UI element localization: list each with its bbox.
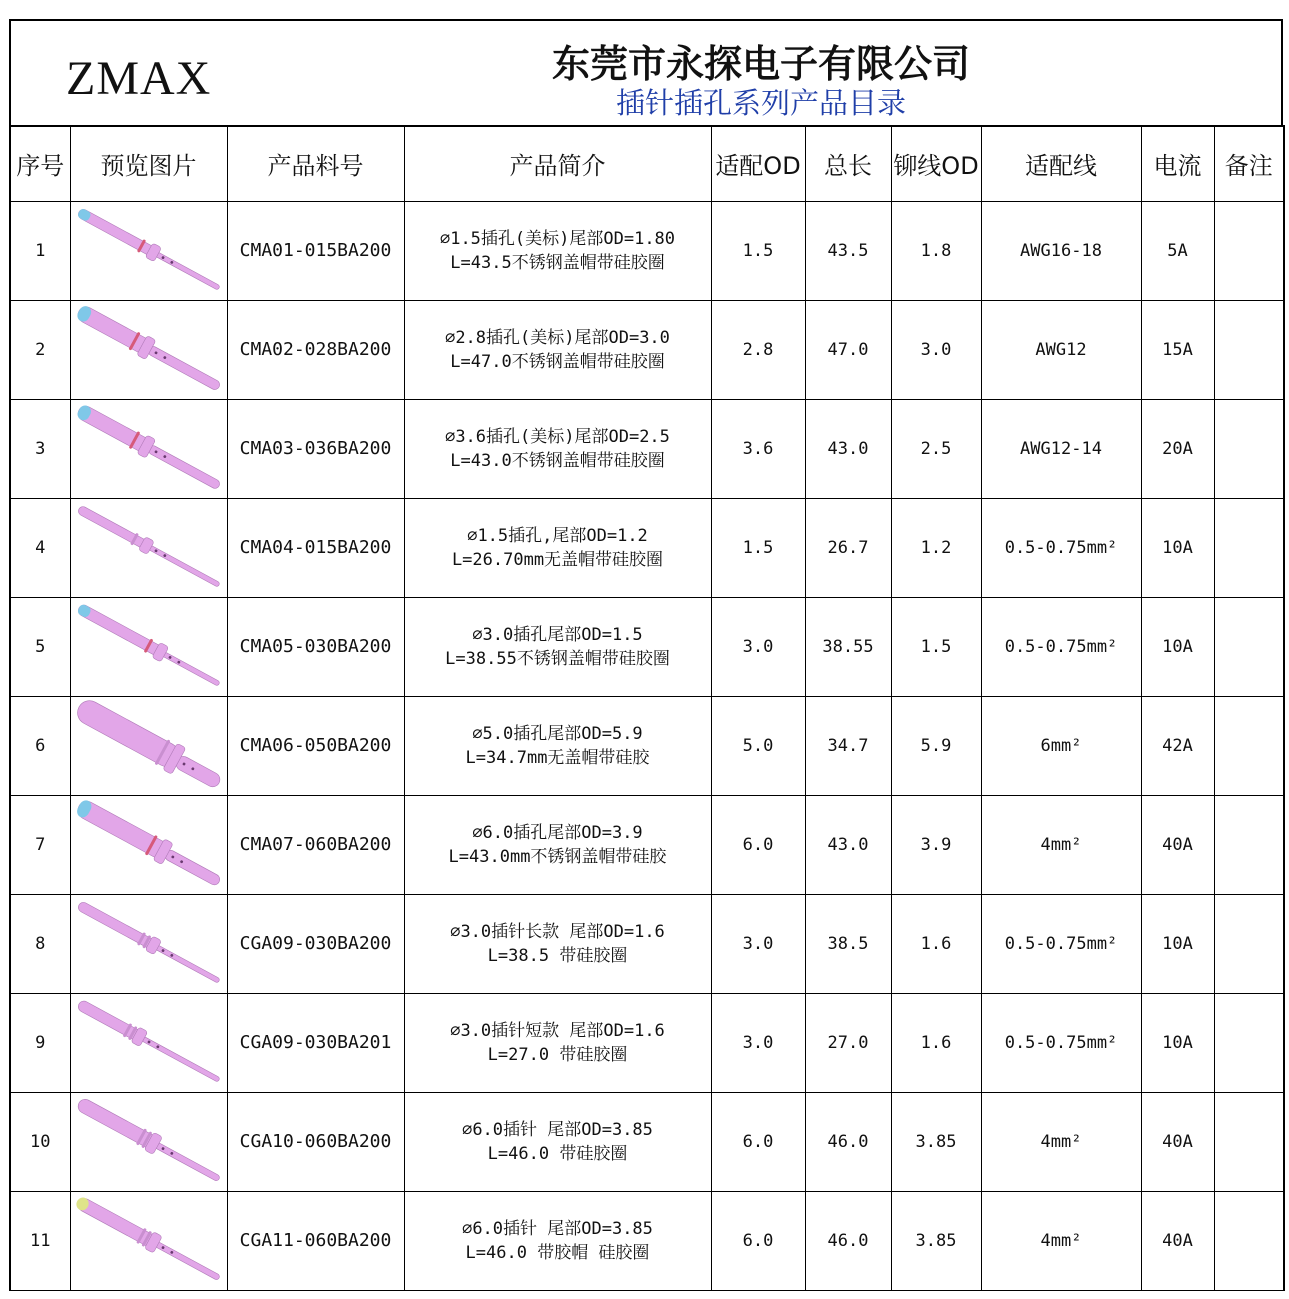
cell-note bbox=[1214, 399, 1284, 498]
cell-wire: 4mm² bbox=[981, 1191, 1141, 1290]
cell-part-number: CMA05-030BA200 bbox=[227, 597, 404, 696]
cell-fit-od: 5.0 bbox=[711, 696, 805, 795]
cell-note bbox=[1214, 1092, 1284, 1191]
cell-part-number: CMA04-015BA200 bbox=[227, 498, 404, 597]
cell-total-length: 38.5 bbox=[805, 894, 891, 993]
description-line-1: ⌀5.0插孔尾部OD=5.9 bbox=[472, 723, 643, 744]
table-row bbox=[10, 300, 1284, 399]
cell-fit-od: 2.8 bbox=[711, 300, 805, 399]
cell-preview bbox=[70, 795, 227, 894]
cell-fit-od: 3.6 bbox=[711, 399, 805, 498]
product-preview-image bbox=[71, 796, 227, 894]
cell-current: 20A bbox=[1141, 399, 1214, 498]
cell-wire: AWG12-14 bbox=[981, 399, 1141, 498]
description-line-2: L=43.0mm不锈钢盖帽带硅胶 bbox=[448, 846, 667, 867]
table-row bbox=[10, 894, 1284, 993]
cell-crimp-od: 2.5 bbox=[891, 399, 981, 498]
company-name: 东莞市永探电子有限公司 bbox=[551, 42, 970, 86]
cell-preview bbox=[70, 696, 227, 795]
col-header-od: 适配OD bbox=[711, 126, 805, 201]
table-row bbox=[10, 201, 1284, 300]
cell-total-length: 26.7 bbox=[805, 498, 891, 597]
cell-preview bbox=[70, 1092, 227, 1191]
cell-preview bbox=[70, 597, 227, 696]
cell-fit-od: 3.0 bbox=[711, 894, 805, 993]
cell-index: 6 bbox=[10, 696, 70, 795]
col-header-wire: 适配线 bbox=[981, 126, 1141, 201]
cell-fit-od: 3.0 bbox=[711, 993, 805, 1092]
cell-crimp-od: 1.2 bbox=[891, 498, 981, 597]
cell-preview bbox=[70, 1191, 227, 1290]
description-line-2: L=27.0 带硅胶圈 bbox=[487, 1044, 628, 1065]
cell-wire: 4mm² bbox=[981, 1092, 1141, 1191]
cell-wire: 4mm² bbox=[981, 795, 1141, 894]
product-preview-image bbox=[71, 1093, 227, 1191]
cell-part-number: CMA07-060BA200 bbox=[227, 795, 404, 894]
cell-description bbox=[404, 399, 711, 498]
description-line-2: L=43.5不锈钢盖帽带硅胶圈 bbox=[450, 252, 665, 273]
cell-wire: 0.5-0.75mm² bbox=[981, 993, 1141, 1092]
cell-description bbox=[404, 1191, 711, 1290]
cell-wire: AWG12 bbox=[981, 300, 1141, 399]
cell-fit-od: 6.0 bbox=[711, 1092, 805, 1191]
cell-note bbox=[1214, 795, 1284, 894]
col-header-note: 备注 bbox=[1214, 126, 1284, 201]
cell-part-number: CMA03-036BA200 bbox=[227, 399, 404, 498]
description-line-2: L=38.55不锈钢盖帽带硅胶圈 bbox=[445, 648, 670, 669]
cell-description bbox=[404, 201, 711, 300]
cell-crimp-od: 5.9 bbox=[891, 696, 981, 795]
col-header-desc: 产品简介 bbox=[404, 126, 711, 201]
cell-part-number: CGA09-030BA200 bbox=[227, 894, 404, 993]
cell-crimp-od: 3.0 bbox=[891, 300, 981, 399]
cell-wire: 6mm² bbox=[981, 696, 1141, 795]
cell-total-length: 34.7 bbox=[805, 696, 891, 795]
cell-preview bbox=[70, 894, 227, 993]
cell-index: 7 bbox=[10, 795, 70, 894]
product-preview-image bbox=[71, 994, 227, 1092]
cell-index: 3 bbox=[10, 399, 70, 498]
cell-note bbox=[1214, 696, 1284, 795]
cell-crimp-od: 1.6 bbox=[891, 993, 981, 1092]
cell-current: 40A bbox=[1141, 1092, 1214, 1191]
cell-current: 10A bbox=[1141, 894, 1214, 993]
cell-note bbox=[1214, 300, 1284, 399]
cell-total-length: 46.0 bbox=[805, 1092, 891, 1191]
cell-fit-od: 1.5 bbox=[711, 201, 805, 300]
cell-wire: AWG16-18 bbox=[981, 201, 1141, 300]
cell-note bbox=[1214, 597, 1284, 696]
cell-total-length: 38.55 bbox=[805, 597, 891, 696]
description-line-2: L=47.0不锈钢盖帽带硅胶圈 bbox=[450, 351, 665, 372]
product-preview-image bbox=[71, 1192, 227, 1290]
cell-description bbox=[404, 597, 711, 696]
cell-crimp-od: 3.85 bbox=[891, 1092, 981, 1191]
description-line-2: L=43.0不锈钢盖帽带硅胶圈 bbox=[450, 450, 665, 471]
table-row bbox=[10, 399, 1284, 498]
description-line-1: ⌀1.5插孔,尾部OD=1.2 bbox=[467, 525, 648, 546]
description-line-1: ⌀6.0插针 尾部OD=3.85 bbox=[462, 1218, 653, 1239]
cell-description bbox=[404, 498, 711, 597]
product-preview-image bbox=[71, 895, 227, 993]
cell-wire: 0.5-0.75mm² bbox=[981, 597, 1141, 696]
cell-crimp-od: 3.85 bbox=[891, 1191, 981, 1290]
cell-current: 42A bbox=[1141, 696, 1214, 795]
cell-fit-od: 1.5 bbox=[711, 498, 805, 597]
cell-fit-od: 6.0 bbox=[711, 1191, 805, 1290]
cell-total-length: 46.0 bbox=[805, 1191, 891, 1290]
cell-preview bbox=[70, 993, 227, 1092]
description-line-2: L=38.5 带硅胶圈 bbox=[487, 945, 628, 966]
cell-preview bbox=[70, 300, 227, 399]
cell-crimp-od: 1.8 bbox=[891, 201, 981, 300]
cell-note bbox=[1214, 201, 1284, 300]
col-header-length: 总长 bbox=[805, 126, 891, 201]
product-preview-image bbox=[71, 697, 227, 795]
cell-wire: 0.5-0.75mm² bbox=[981, 894, 1141, 993]
col-header-part: 产品料号 bbox=[227, 126, 404, 201]
description-line-1: ⌀2.8插孔(美标)尾部OD=3.0 bbox=[445, 327, 670, 348]
catalog-subtitle: 插针插孔系列产品目录 bbox=[615, 86, 906, 120]
cell-preview bbox=[70, 498, 227, 597]
catalog-header bbox=[9, 19, 1283, 125]
cell-fit-od: 6.0 bbox=[711, 795, 805, 894]
cell-description bbox=[404, 993, 711, 1092]
cell-total-length: 27.0 bbox=[805, 993, 891, 1092]
cell-total-length: 43.0 bbox=[805, 399, 891, 498]
cell-note bbox=[1214, 993, 1284, 1092]
description-line-1: ⌀1.5插孔(美标)尾部OD=1.80 bbox=[439, 228, 676, 249]
cell-description bbox=[404, 696, 711, 795]
cell-part-number: CMA06-050BA200 bbox=[227, 696, 404, 795]
description-line-1: ⌀6.0插针 尾部OD=3.85 bbox=[462, 1119, 653, 1140]
brand-logo: ZMAX bbox=[66, 52, 212, 105]
cell-index: 1 bbox=[10, 201, 70, 300]
cell-current: 10A bbox=[1141, 993, 1214, 1092]
catalog-sheet bbox=[9, 19, 1283, 1291]
table-row bbox=[10, 1191, 1284, 1290]
cell-crimp-od: 3.9 bbox=[891, 795, 981, 894]
cell-part-number: CGA09-030BA201 bbox=[227, 993, 404, 1092]
col-header-no: 序号 bbox=[10, 126, 70, 201]
cell-total-length: 43.5 bbox=[805, 201, 891, 300]
cell-description bbox=[404, 795, 711, 894]
product-preview-image bbox=[71, 202, 227, 300]
cell-total-length: 43.0 bbox=[805, 795, 891, 894]
cell-part-number: CMA02-028BA200 bbox=[227, 300, 404, 399]
cell-index: 4 bbox=[10, 498, 70, 597]
cell-wire: 0.5-0.75mm² bbox=[981, 498, 1141, 597]
col-header-current: 电流 bbox=[1141, 126, 1214, 201]
cell-note bbox=[1214, 894, 1284, 993]
cell-index: 9 bbox=[10, 993, 70, 1092]
cell-crimp-od: 1.6 bbox=[891, 894, 981, 993]
cell-index: 2 bbox=[10, 300, 70, 399]
description-line-1: ⌀3.0插针短款 尾部OD=1.6 bbox=[450, 1020, 665, 1041]
table-row bbox=[10, 597, 1284, 696]
cell-preview bbox=[70, 201, 227, 300]
cell-current: 40A bbox=[1141, 795, 1214, 894]
table-row bbox=[10, 1092, 1284, 1191]
description-line-2: L=34.7mm无盖帽带硅胶 bbox=[465, 747, 650, 768]
product-table bbox=[9, 125, 1285, 1291]
description-line-1: ⌀3.6插孔(美标)尾部OD=2.5 bbox=[445, 426, 670, 447]
cell-fit-od: 3.0 bbox=[711, 597, 805, 696]
cell-index: 5 bbox=[10, 597, 70, 696]
description-line-1: ⌀6.0插孔尾部OD=3.9 bbox=[472, 822, 643, 843]
cell-index: 8 bbox=[10, 894, 70, 993]
table-row bbox=[10, 795, 1284, 894]
col-header-preview: 预览图片 bbox=[70, 126, 227, 201]
cell-preview bbox=[70, 399, 227, 498]
description-line-2: L=46.0 带硅胶圈 bbox=[487, 1143, 628, 1164]
col-header-crimp-od: 铆线OD bbox=[891, 126, 981, 201]
cell-part-number: CMA01-015BA200 bbox=[227, 201, 404, 300]
cell-current: 15A bbox=[1141, 300, 1214, 399]
cell-description bbox=[404, 1092, 711, 1191]
table-row bbox=[10, 498, 1284, 597]
cell-current: 40A bbox=[1141, 1191, 1214, 1290]
table-header-row bbox=[10, 126, 1284, 201]
cell-part-number: CGA10-060BA200 bbox=[227, 1092, 404, 1191]
cell-current: 5A bbox=[1141, 201, 1214, 300]
cell-index: 11 bbox=[10, 1191, 70, 1290]
product-preview-image bbox=[71, 301, 227, 399]
product-preview-image bbox=[71, 400, 227, 498]
cell-note bbox=[1214, 1191, 1284, 1290]
description-line-2: L=46.0 带胶帽 硅胶圈 bbox=[465, 1242, 650, 1263]
cell-crimp-od: 1.5 bbox=[891, 597, 981, 696]
cell-note bbox=[1214, 498, 1284, 597]
cell-index: 10 bbox=[10, 1092, 70, 1191]
table-row bbox=[10, 993, 1284, 1092]
description-line-1: ⌀3.0插针长款 尾部OD=1.6 bbox=[450, 921, 665, 942]
description-line-2: L=26.70mm无盖帽带硅胶圈 bbox=[451, 549, 664, 570]
product-preview-image bbox=[71, 598, 227, 696]
cell-description bbox=[404, 894, 711, 993]
cell-description bbox=[404, 300, 711, 399]
description-line-1: ⌀3.0插孔尾部OD=1.5 bbox=[472, 624, 643, 645]
cell-part-number: CGA11-060BA200 bbox=[227, 1191, 404, 1290]
table-row bbox=[10, 696, 1284, 795]
cell-current: 10A bbox=[1141, 498, 1214, 597]
product-preview-image bbox=[71, 499, 227, 597]
cell-total-length: 47.0 bbox=[805, 300, 891, 399]
cell-current: 10A bbox=[1141, 597, 1214, 696]
